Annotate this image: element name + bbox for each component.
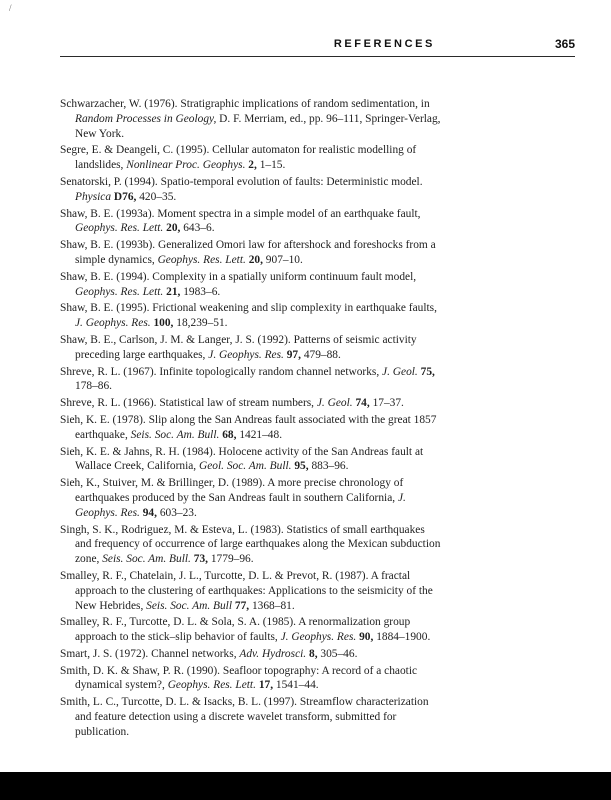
reference-source: J. Geol. [382,365,418,378]
reference-text: Senatorski, P. (1994). Spatio-temporal evolution of faults: Deterministic model. [60,175,423,188]
reference-volume: 95, [294,460,309,473]
reference-entry [60,97,442,141]
reference-volume: 20, [166,222,181,235]
reference-volume: 75, [420,365,435,378]
reference-text: Smalley, R. F., Chatelain, J. L., Turcotte, D. L. & Prevot, R. (1987). A fractal approach to the clustering of earthquakes: Applications to the seismicity of the New Hebrides, [60,569,433,612]
reference-entry [60,143,442,173]
page-number: 365 [554,37,575,51]
reference-source: Seis. Soc. Am. Bull. [102,553,191,566]
reference-source: Geophys. Res. Lett. [157,253,246,266]
reference-entry [60,238,442,268]
reference-volume: 21, [166,285,181,298]
reference-source: Geophys. Res. Lett. [75,222,164,235]
reference-source: J. Geophys. Res. [75,491,406,519]
reference-source: Geophys. Res. Lett. [167,679,256,692]
running-header [60,36,575,54]
reference-text: Segre, E. & Deangeli, C. (1995). Cellular automaton for realistic modelling of landslides, [60,144,417,172]
reference-pages: 1–15. [256,159,286,172]
reference-text: Smith, D. K. & Shaw, P. R. (1990). Seafloor topography: A record of a chaotic dynamical system?, [60,664,418,692]
reference-pages: 1983–6. [180,285,221,298]
reference-text: Smalley, R. F., Turcotte, D. L. & Sola, S. A. (1985). A renormalization group approach to the stick–slip behavior of faults, [60,616,411,644]
reference-source: J. Geophys. Res. [208,348,284,361]
reference-entry [60,569,442,613]
reference-source: Nonlinear Proc. Geophys. [126,159,246,172]
reference-pages: 420–35. [136,190,177,203]
scan-speck: / [9,3,12,13]
reference-source: J. Geol. [316,397,353,410]
reference-source: Random Processes in Geology, [75,112,217,125]
reference-entry [60,523,442,567]
reference-text: Singh, S. K., Rodriguez, M. & Esteva, L. (1983). Statistics of small earthquakes and frequency of occurrence of large earthquakes along the Mexican subduction zone, [60,523,441,566]
reference-text: Sieh, K. E. (1978). Slip along the San Andreas fault associated with the great 1857 earthquake, [60,413,437,441]
reference-entry [60,695,442,739]
reference-volume: 68, [222,428,237,441]
reference-source: Physica [75,190,112,203]
reference-volume: 94, [142,506,157,519]
reference-entry [60,207,442,237]
reference-volume: 8, [309,647,318,660]
reference-text: Shreve, R. L. (1966). Statistical law of stream numbers, [60,397,317,410]
reference-source: J. Geophys. Res. [280,631,357,644]
reference-source: Adv. Hydrosci. [239,647,307,660]
reference-text: Smart, J. S. (1972). Channel networks, [60,647,240,660]
reference-pages: 883–96. [308,460,349,473]
reference-pages: 17–37. [369,397,404,410]
reference-entry [60,445,442,475]
reference-text: Shaw, B. E. (1994). Complexity in a spatially uniform continuum fault model, [60,270,417,283]
reference-entry [60,301,442,331]
reference-volume: 73, [193,553,209,566]
reference-entry [60,413,442,443]
reference-pages: 603–23. [156,506,197,519]
reference-pages: 1779–96. [208,553,254,566]
reference-source: Geophys. Res. Lett. [75,285,164,298]
reference-text: Shaw, B. E., Carlson, J. M. & Langer, J. S. (1992). Patterns of seismic activity preceding large earthquakes, [60,333,417,361]
reference-text: Shreve, R. L. (1967). Infinite topologically random channel networks, [60,365,383,378]
reference-entry [60,647,442,662]
reference-volume: 77, [234,599,250,612]
reference-pages: 1421–48. [236,428,283,441]
reference-pages: 1368–81. [249,599,295,612]
reference-text: Sieh, K. E. & Jahns, R. H. (1984). Holocene activity of the San Andreas fault at Wallace Creek, California, [60,445,424,473]
reference-volume: 90, [359,631,374,644]
reference-entry [60,476,442,520]
header-rule [60,56,575,57]
reference-pages: 18,239–51. [173,317,228,330]
reference-volume: D76, [113,190,137,203]
reference-entry [60,615,442,645]
reference-entry [60,175,442,205]
reference-volume: 100, [153,317,174,330]
reference-pages: 1541–44. [273,679,319,692]
reference-pages: 305–46. [317,647,358,660]
reference-source: Seis. Soc. Am. Bull [146,599,233,612]
reference-entry [60,333,442,363]
reference-volume: 2, [248,159,257,172]
reference-volume: 97, [286,348,301,361]
reference-entry [60,365,442,395]
reference-text: Shaw, B. E. (1993a). Moment spectra in a simple model of an earthquake fault, [60,207,421,220]
section-title: REFERENCES [333,38,435,50]
reference-text: Smith, L. C., Turcotte, D. L. & Isacks, B. L. (1997). Streamflow characterization and feature detection using a discrete wavelet transform, submitted for publication. [60,696,429,738]
reference-text: Shaw, B. E. (1995). Frictional weakening and slip complexity in earthquake faults, [60,302,437,315]
reference-text: Shaw, B. E. (1993b). Generalized Omori law for aftershock and foreshocks from a simple dynamics, [60,239,436,266]
scan-border-bottom [0,772,611,800]
reference-source: Geol. Soc. Am. Bull. [199,460,292,473]
reference-pages: 643–6. [180,222,215,235]
reference-source: Seis. Soc. Am. Bull. [130,428,220,441]
reference-pages: 178–86. [75,380,113,393]
reference-text: Sieh, K., Stuiver, M. & Brillinger, D. (1989). A more precise chronology of earthquakes produced by the San Andreas fault in southern California, [60,477,404,504]
reference-list [60,97,442,742]
reference-volume: 74, [355,397,370,410]
reference-source: J. Geophys. Res. [75,317,151,330]
reference-entry [60,270,442,300]
reference-pages: 479–88. [300,348,341,361]
reference-pages: 907–10. [262,253,303,266]
reference-volume: 20, [248,253,263,266]
reference-entry [60,664,442,694]
reference-volume: 17, [258,679,274,692]
reference-pages: 1884–1900. [373,631,431,644]
reference-pages: D. F. Merriam, ed., pp. 96–111, Springer-Verlag, New York. [75,112,441,140]
reference-text: Schwarzacher, W. (1976). Stratigraphic implications of random sedimentation, in [60,98,430,110]
reference-entry [60,396,442,411]
